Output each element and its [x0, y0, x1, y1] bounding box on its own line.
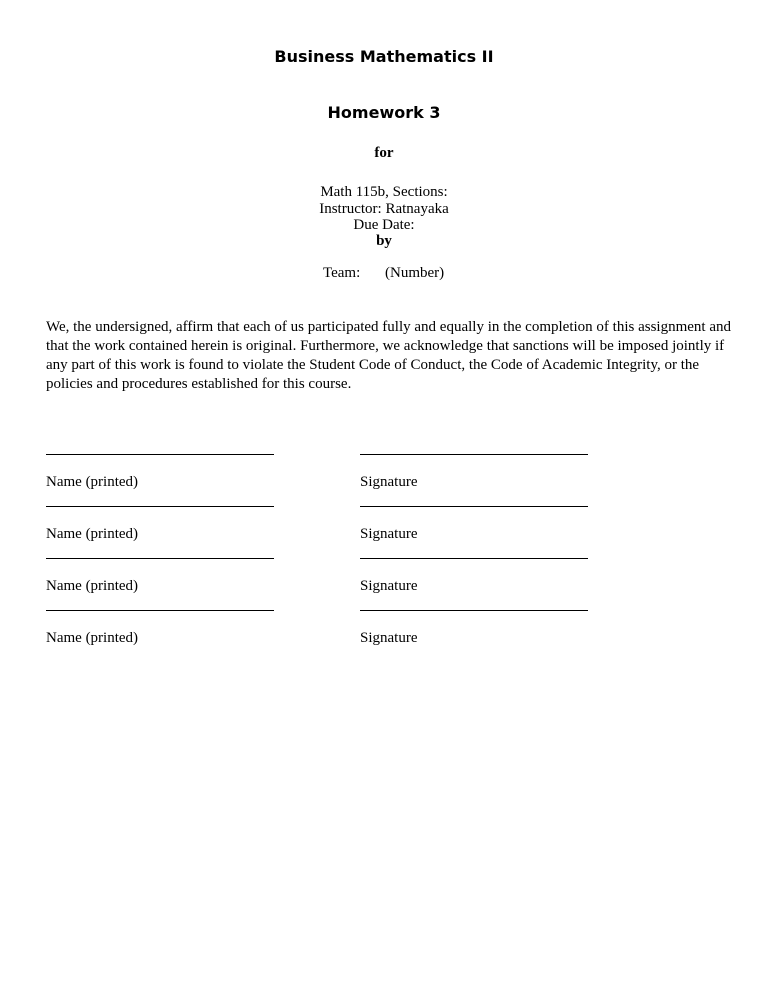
- signature-label: Signature: [360, 526, 418, 542]
- document-subtitle: Homework 3: [327, 103, 441, 122]
- name-label: Name (printed): [46, 474, 139, 490]
- team-number: (Number): [385, 265, 445, 281]
- signature-label: Signature: [360, 578, 418, 594]
- signature-line-1[interactable]: [360, 454, 588, 455]
- document-title: Business Mathematics II: [274, 47, 494, 66]
- signature-line-4[interactable]: [360, 610, 588, 611]
- name-line-3[interactable]: [46, 558, 274, 559]
- name-line-1[interactable]: [46, 454, 274, 455]
- signature-label: Signature: [360, 474, 418, 490]
- team-label: Team:: [323, 265, 361, 281]
- name-label: Name (printed): [46, 630, 139, 646]
- course-text: Math 115b, Sections:: [320, 184, 448, 200]
- for-text: for: [374, 145, 394, 161]
- signature-line-2[interactable]: [360, 506, 588, 507]
- name-line-4[interactable]: [46, 610, 274, 611]
- instructor-text: Instructor: Ratnayaka: [319, 201, 449, 217]
- signature-label: Signature: [360, 630, 418, 646]
- name-line-2[interactable]: [46, 506, 274, 507]
- affirmation-paragraph: We, the undersigned, affirm that each of us participated fully and equally in the completion of this assignment and that the work contained herein is original. Furthermore, we acknowledge that sanctions will be imposed jointly if any part of this work is found to violate the Student Code of Conduct, the Code of Academic Integrity, or the policies and procedures established for this course.: [46, 319, 731, 392]
- due-date-text: Due Date:: [353, 217, 415, 233]
- signature-line-3[interactable]: [360, 558, 588, 559]
- name-label: Name (printed): [46, 578, 139, 594]
- name-label: Name (printed): [46, 526, 139, 542]
- by-text: by: [376, 233, 392, 249]
